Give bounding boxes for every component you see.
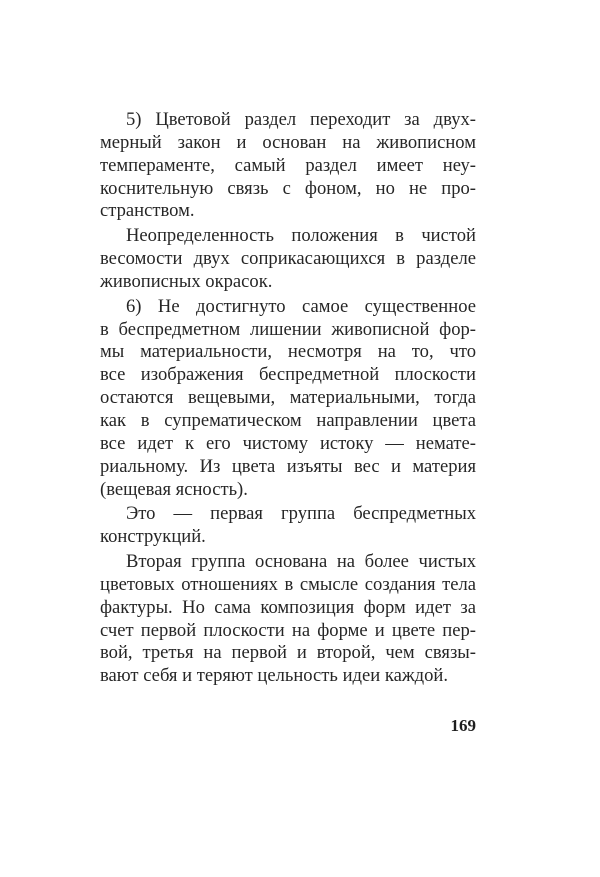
text-line: Вторая группа основана на более чистых bbox=[126, 551, 476, 573]
text-line: коснительную связь с фоном, но не про- bbox=[100, 177, 476, 199]
text-line: вают себя и теряют цельность идеи каждой. bbox=[100, 665, 449, 687]
text-line: остаются вещевыми, материальными, тогда bbox=[100, 387, 476, 409]
text-line: вой, третья на первой и второй, чем связы- bbox=[100, 642, 476, 664]
text-line: как в супрематическом направлении цвета bbox=[100, 409, 476, 431]
text-line: риальному. Из цвета изъяты вес и материя bbox=[100, 455, 476, 477]
body-text bbox=[100, 109, 476, 688]
text-line: фактуры. Но сама композиция форм идет за bbox=[100, 596, 476, 618]
text-line: 5) Цветовой раздел переходит за двух- bbox=[126, 109, 476, 130]
text-line: Это — первая группа беспредметных bbox=[126, 503, 476, 525]
text-line: в беспредметном лишении живописной фор- bbox=[100, 318, 476, 340]
text-line: все идет к его чистому истоку — немате- bbox=[100, 432, 476, 454]
paragraph-3 bbox=[100, 296, 476, 502]
text-line: живописных окрасок. bbox=[100, 270, 273, 292]
text-line: цветовых отношениях в смысле создания тела bbox=[100, 573, 476, 595]
text-line: весомости двух соприкасающихся в разделе bbox=[100, 248, 476, 270]
text-line: 6) Не достигнуто самое существенное bbox=[126, 295, 476, 317]
text-line: Неопределенность положения в чистой bbox=[126, 225, 476, 247]
paragraph-1 bbox=[100, 109, 476, 223]
text-line: (вещевая ясность). bbox=[100, 478, 248, 500]
paragraph-5 bbox=[100, 551, 476, 688]
text-line: темпераменте, самый раздел имеет неу- bbox=[100, 154, 476, 176]
text-line: конструкций. bbox=[100, 526, 206, 548]
text-line: мерный закон и основан на живописном bbox=[100, 131, 476, 153]
text-line: странством. bbox=[100, 200, 195, 222]
paragraph-4 bbox=[100, 503, 476, 549]
text-line: счет первой плоскости на форме и цвете пер- bbox=[100, 619, 476, 641]
text-line: мы материальности, несмотря на то, что bbox=[100, 341, 476, 363]
text-line: все изображения беспредметной плоскости bbox=[100, 364, 476, 386]
paragraph-2 bbox=[100, 225, 476, 294]
page-number: 169 bbox=[450, 716, 476, 735]
